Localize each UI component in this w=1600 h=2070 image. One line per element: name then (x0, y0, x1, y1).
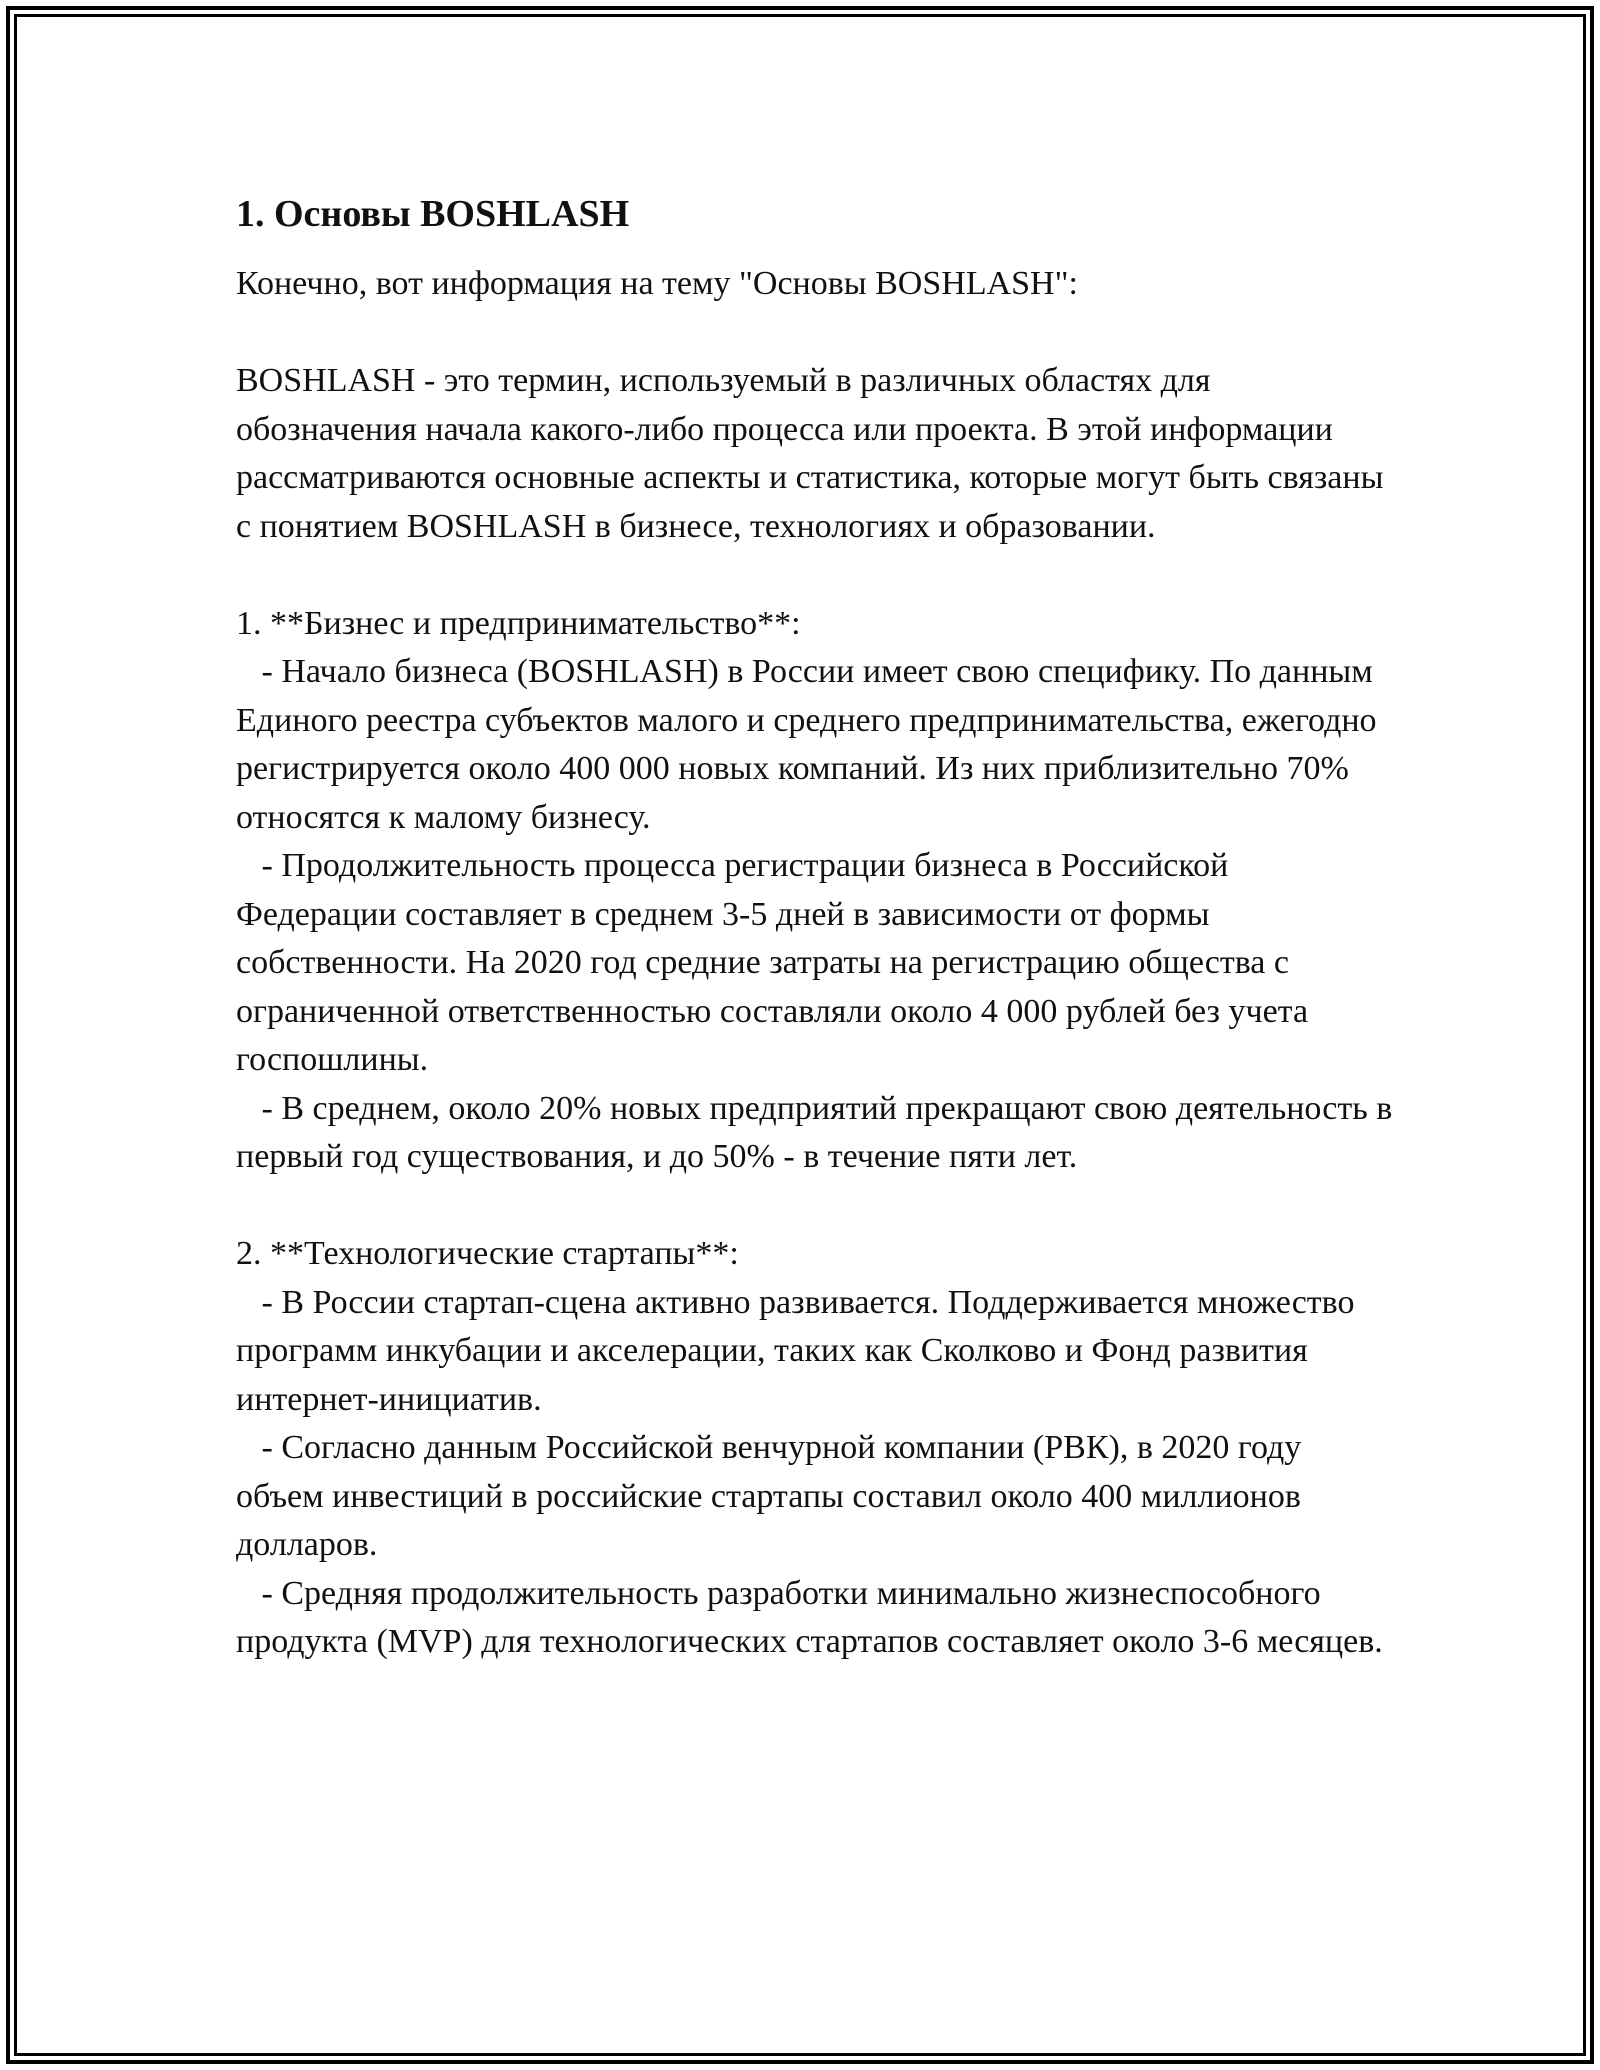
list-item: - Продолжительность процесса регистрации бизнеса в Российской Федерации составляет в среднем 3-5 дней в зависимости от формы собственности. На 2020 год средние затраты на регистрацию общества с ограниченной ответственностью составляли около 4 000 рублей без учета госпошлины. (236, 847, 1317, 1078)
blank-line (236, 309, 1396, 358)
list-item: - Начало бизнеса (BOSHLASH) в России имеет свою специфику. По данным Единого реестра субъектов малого и среднего предпринимательства, ежегодно регистрируется около 400 000 новых компаний. Из них приблизительно 70% относятся к малому бизнесу. (236, 653, 1386, 836)
document-heading: 1. Основы BOSHLASH (236, 193, 630, 235)
section-title: 1. **Бизнес и предпринимательство**: (236, 604, 801, 642)
blank-line (236, 1182, 1396, 1231)
blank-line (236, 551, 1396, 600)
section-title: 2. **Технологические стартапы**: (236, 1235, 739, 1272)
section-tech-startups (236, 1230, 1396, 1667)
definition-paragraph: BOSHLASH - это термин, используемый в различных областях для обозначения начала какого-либо процесса или проекта. В этой информации рассматриваются основные аспекты и статистика, которые могут быть связаны с понятием BOSHLASH в бизнесе, технологиях и образовании. (236, 362, 1392, 545)
list-item: - Согласно данным Российской венчурной компании (РВК), в 2020 году объем инвестиций в российские стартапы составил около 400 миллионов долларов. (236, 1429, 1310, 1563)
list-item: - В среднем, около 20% новых предприятий прекращают свою деятельность в первый год существования, и до 50% - в течение пяти лет. (236, 1089, 1401, 1175)
list-item: - В России стартап-сцена активно развивается. Поддерживается множество программ инкубации и акселерации, таких как Сколково и Фонд развития интернет-инициатив. (236, 1283, 1363, 1418)
section-business (236, 600, 1401, 1182)
document-body (236, 190, 1401, 1667)
intro-paragraph: Конечно, вот информация на тему "Основы BOSHLASH": (236, 265, 1078, 302)
list-item: - Средняя продолжительность разработки минимально жизнеспособного продукта (MVP) для технологических стартапов составляет около 3-6 месяцев. (236, 1574, 1383, 1660)
